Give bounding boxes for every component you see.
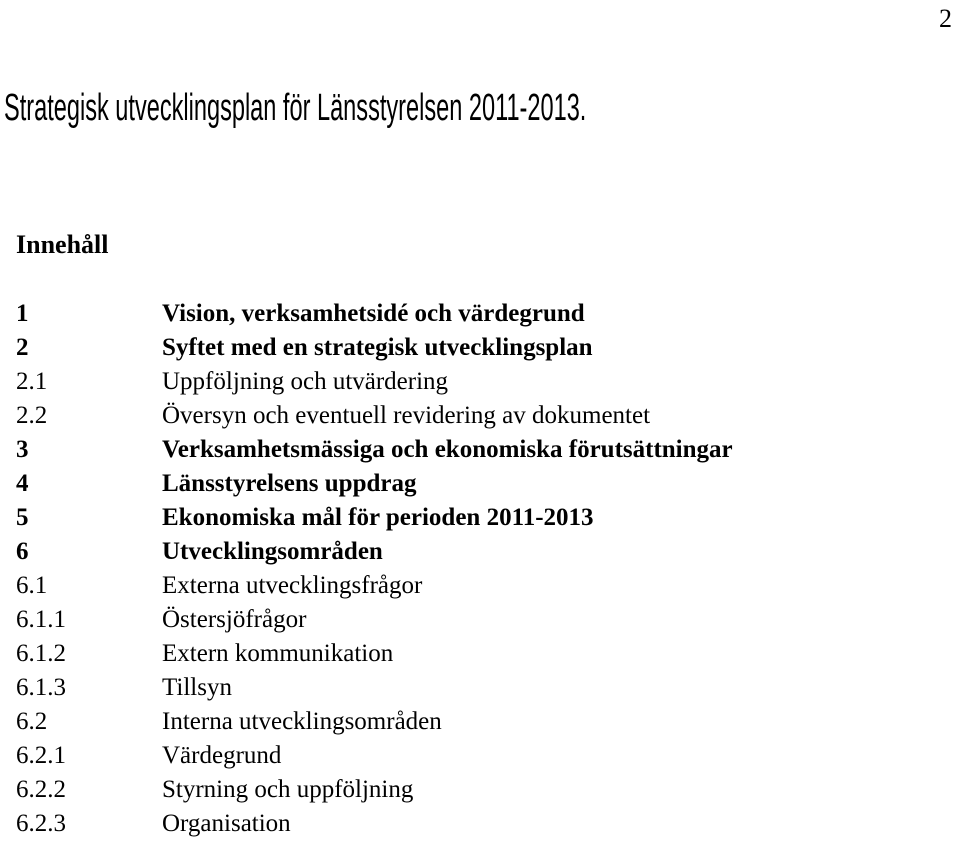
toc-entry-number: 6.2.3 (16, 810, 66, 837)
toc-entry-label: Tillsyn (162, 674, 232, 701)
toc-entry-number: 2.1 (16, 368, 48, 395)
toc-entry-label: Översyn och eventuell revidering av dokumentet (162, 402, 651, 429)
page-number: 2 (939, 4, 952, 33)
toc-entry[interactable] (16, 535, 916, 569)
toc-entry[interactable] (16, 773, 916, 807)
toc-entry-number: 1 (16, 300, 29, 327)
toc-entry[interactable] (16, 671, 916, 705)
document-title: Strategisk utvecklingsplan för Länsstyrelsen 2011-2013. (4, 87, 587, 129)
toc-entry-label: Östersjöfrågor (162, 606, 307, 633)
toc-entry-number: 4 (16, 470, 29, 497)
toc-entry-number: 6.1.2 (16, 640, 66, 667)
toc-entry-label: Extern kommunikation (162, 640, 394, 667)
toc-entry-number: 2.2 (16, 402, 48, 429)
toc-entry[interactable] (16, 705, 916, 739)
toc-entry-label: Uppföljning och utvärdering (162, 368, 449, 395)
toc-entry-label: Externa utvecklingsfrågor (162, 572, 423, 599)
toc-entry-number: 2 (16, 334, 29, 361)
toc-entry-label: Syftet med en strategisk utvecklingsplan (162, 334, 593, 361)
toc-entry-label: Vision, verksamhetsidé och värdegrund (162, 300, 585, 327)
toc-entry-number: 3 (16, 436, 29, 463)
toc-entry-label: Utvecklingsområden (162, 538, 383, 565)
toc-entry-number: 6.1 (16, 572, 48, 599)
toc-entry[interactable] (16, 739, 916, 773)
toc-entry[interactable] (16, 365, 916, 399)
toc-entry-number: 5 (16, 504, 29, 531)
toc-entry[interactable] (16, 569, 916, 603)
toc-entry[interactable] (16, 433, 916, 467)
toc-entry-label: Ekonomiska mål för perioden 2011-2013 (162, 504, 594, 531)
table-of-contents (16, 297, 916, 841)
toc-entry-number: 6.2.1 (16, 742, 66, 769)
toc-entry-label: Styrning och uppföljning (162, 776, 414, 803)
toc-entry-label: Interna utvecklingsområden (162, 708, 442, 735)
toc-entry-number: 6.2.2 (16, 776, 66, 803)
toc-entry[interactable] (16, 467, 916, 501)
toc-entry[interactable] (16, 603, 916, 637)
toc-entry-label: Länsstyrelsens uppdrag (162, 470, 417, 497)
toc-entry-number: 6.1.3 (16, 674, 66, 701)
toc-entry[interactable] (16, 807, 916, 841)
toc-entry[interactable] (16, 501, 916, 535)
toc-entry[interactable] (16, 297, 916, 331)
toc-entry-number: 6.2 (16, 708, 48, 735)
toc-entry-label: Organisation (162, 810, 291, 837)
toc-entry-number: 6 (16, 538, 29, 565)
toc-entry-label: Verksamhetsmässiga och ekonomiska förutsättningar (162, 436, 733, 463)
toc-heading: Innehåll (16, 230, 109, 259)
toc-entry[interactable] (16, 399, 916, 433)
toc-entry-number: 6.1.1 (16, 606, 66, 633)
toc-entry-label: Värdegrund (162, 742, 282, 769)
toc-entry[interactable] (16, 331, 916, 365)
toc-entry[interactable] (16, 637, 916, 671)
